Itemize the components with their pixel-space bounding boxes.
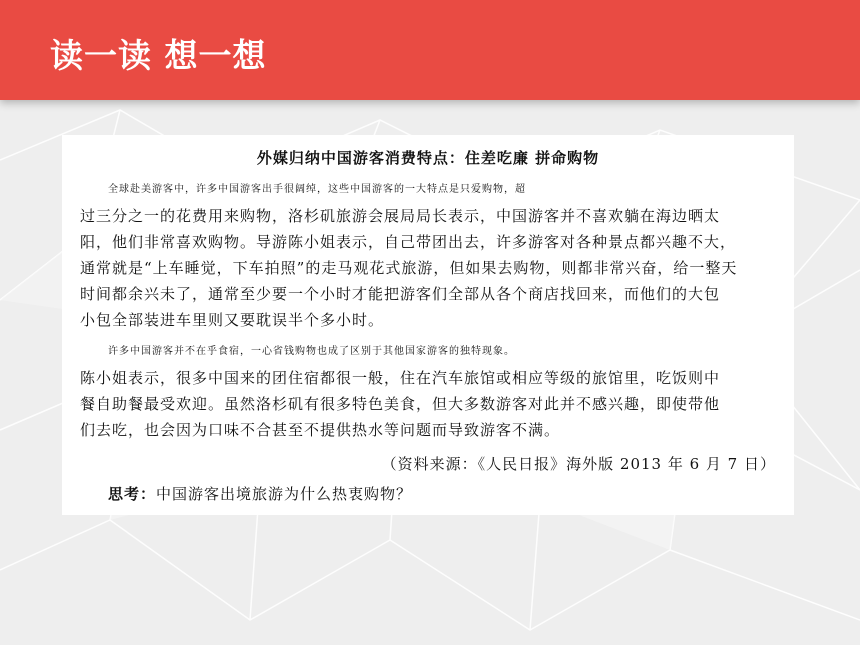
paragraph-1-line-3: 阳，他们非常喜欢购物。导游陈小姐表示，自己带团出去，许多游客对各种景点都兴趣不大， [80, 233, 737, 251]
paragraph-1-line-6: 小包全部装进车里则又要耽误半个多小时。 [80, 311, 385, 329]
think-label: 思考： [108, 485, 157, 503]
paragraph-1-line-1: 全球赴美游客中，许多中国游客出手很阔绰，这些中国游客的一大特点是只爱购物，超 [108, 184, 526, 195]
paragraph-1-line-4: 通常就是“上车睡觉，下车拍照”的走马观花式旅游，但如果去购物，则都非常兴奋，给一整天 [80, 259, 738, 277]
document-scan [62, 135, 794, 515]
source-citation: （资料来源：《人民日报》海外版 2013 年 6 月 7 日） [381, 455, 776, 473]
header-bar [0, 0, 860, 100]
paragraph-2-line-3: 餐自助餐最受欢迎。虽然洛杉矶有很多特色美食，但大多数游客对此并不感兴趣，即使带他 [80, 395, 721, 413]
document-title: 外媒归纳中国游客消费特点：住差吃廉 拼命购物 [256, 149, 600, 167]
page-title: 读一读 想一想 [50, 36, 267, 75]
paragraph-2-line-1: 许多中国游客并不在乎食宿，一心省钱购物也成了区别于其他国家游客的独特现象。 [108, 346, 515, 357]
paragraph-2-line-4: 们去吃，也会因为口味不合甚至不提供热水等问题而导致游客不满。 [80, 421, 561, 439]
paragraph-1-line-5: 时间都余兴未了，通常至少要一个小时才能把游客们全部从各个商店找回来，而他们的大包 [80, 285, 721, 303]
paragraph-1-line-2: 过三分之一的花费用来购物，洛杉矶旅游会展局局长表示，中国游客并不喜欢躺在海边晒太 [80, 207, 721, 225]
think-question-text: 中国游客出境旅游为什么热衷购物？ [156, 485, 413, 503]
paragraph-2-line-2: 陈小姐表示，很多中国来的团住宿都很一般，住在汽车旅馆或相应等级的旅馆里，吃饭则中 [80, 369, 721, 387]
think-question [108, 483, 412, 504]
